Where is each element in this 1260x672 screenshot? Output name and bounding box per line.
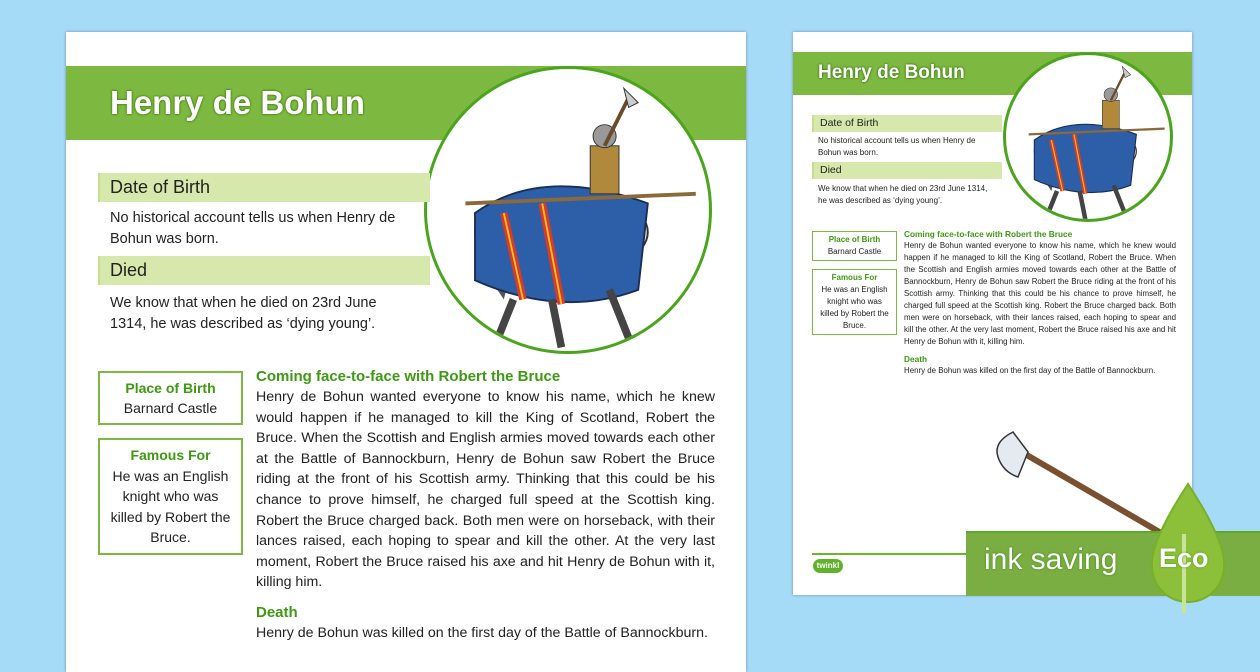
article-column — [256, 367, 715, 644]
famous-for-label: Famous For — [831, 273, 878, 282]
place-of-birth-value: Barnard Castle — [827, 247, 882, 256]
document-page-small — [793, 32, 1192, 595]
death-heading: Death — [904, 354, 928, 364]
famous-for-box — [812, 269, 897, 335]
famous-for-label: Famous For — [130, 447, 211, 463]
ink-saving-label: ink saving — [984, 543, 1118, 576]
famous-for-box — [98, 438, 243, 555]
place-of-birth-label: Place of Birth — [828, 235, 881, 244]
info-boxes — [98, 371, 243, 555]
eco-badge: Eco — [1159, 543, 1209, 573]
place-of-birth-box — [98, 371, 243, 425]
place-of-birth-value: Barnard Castle — [123, 400, 218, 416]
died-heading: Died — [98, 256, 430, 285]
knight-illustration — [424, 66, 712, 354]
death-heading: Death — [256, 603, 298, 621]
date-of-birth-text: No historical account tells us when Henry de Bohun was born. — [110, 210, 396, 247]
famous-for-value: He was an English knight who was killed by Robert the Bruce. — [110, 467, 231, 545]
died-text: We know that when he died on 23rd June 1314, he was described as ‘dying young’. — [818, 184, 988, 205]
twinkl-logo: twinkl — [813, 559, 843, 573]
document-page-large — [66, 32, 746, 672]
famous-for-value: He was an English knight who was killed by Robert the Bruce. — [820, 285, 889, 330]
section-heading: Coming face-to-face with Robert the Bruce — [256, 368, 561, 385]
date-of-birth-heading: Date of Birth — [98, 173, 430, 202]
death-text: Henry de Bohun was killed on the first day of the Battle of Bannockburn. — [256, 624, 708, 641]
page-title: Henry de Bohun — [110, 84, 365, 121]
place-of-birth-label: Place of Birth — [125, 380, 216, 396]
info-boxes — [812, 231, 897, 335]
died-heading: Died — [812, 162, 1002, 179]
place-of-birth-box — [812, 231, 897, 261]
date-of-birth-heading: Date of Birth — [812, 115, 1002, 132]
section-heading: Coming face-to-face with Robert the Bruce — [904, 229, 1073, 239]
died-text: We know that when he died on 23rd June 1314, he was described as ‘dying young’. — [110, 295, 377, 332]
facts-column — [98, 173, 430, 343]
facts-column — [812, 115, 1002, 211]
article-column — [904, 228, 1176, 377]
date-of-birth-text: No historical account tells us when Henry de Bohun was born. — [818, 136, 976, 157]
knight-illustration — [1003, 52, 1173, 222]
section-body: Henry de Bohun wanted everyone to know his name, which he knew would happen if he managed to kill the King of Scotland, Robert the Bruce. When the Scottish and English armies moved towards each other at the Battle of Bannockburn, Henry de Bohun saw Robert the Bruce riding at the front of his Scottish army. Thinking that this could be his chance to prove himself, he charged full speed at the Scottish king. Robert the Bruce charged back. Both men were on horseback, with their lances raised, each hoping to spear and kill the other. At the very last moment, Robert the Bruce raised his axe and hit Henry de Bohun with it, killing him. — [904, 241, 1176, 346]
death-text: Henry de Bohun was killed on the first day of the Battle of Bannockburn. — [904, 366, 1156, 375]
footer-divider — [812, 553, 972, 555]
section-body: Henry de Bohun wanted everyone to know his name, which he knew would happen if he managed to kill the King of Scotland, Robert the Bruce. When the Scottish and English armies moved towards each other at the Battle of Bannockburn, Henry de Bohun saw Robert the Bruce riding at the front of his Scottish army. Thinking that this could be his chance to prove himself, he charged full speed at the Scottish king. Robert the Bruce charged back. Both men were on horseback, with their lances raised, each hoping to spear and kill the other. At the very last moment, Robert the Bruce raised his axe and hit Henry de Bohun with it, killing him. — [256, 389, 715, 591]
page-title: Henry de Bohun — [818, 62, 965, 83]
